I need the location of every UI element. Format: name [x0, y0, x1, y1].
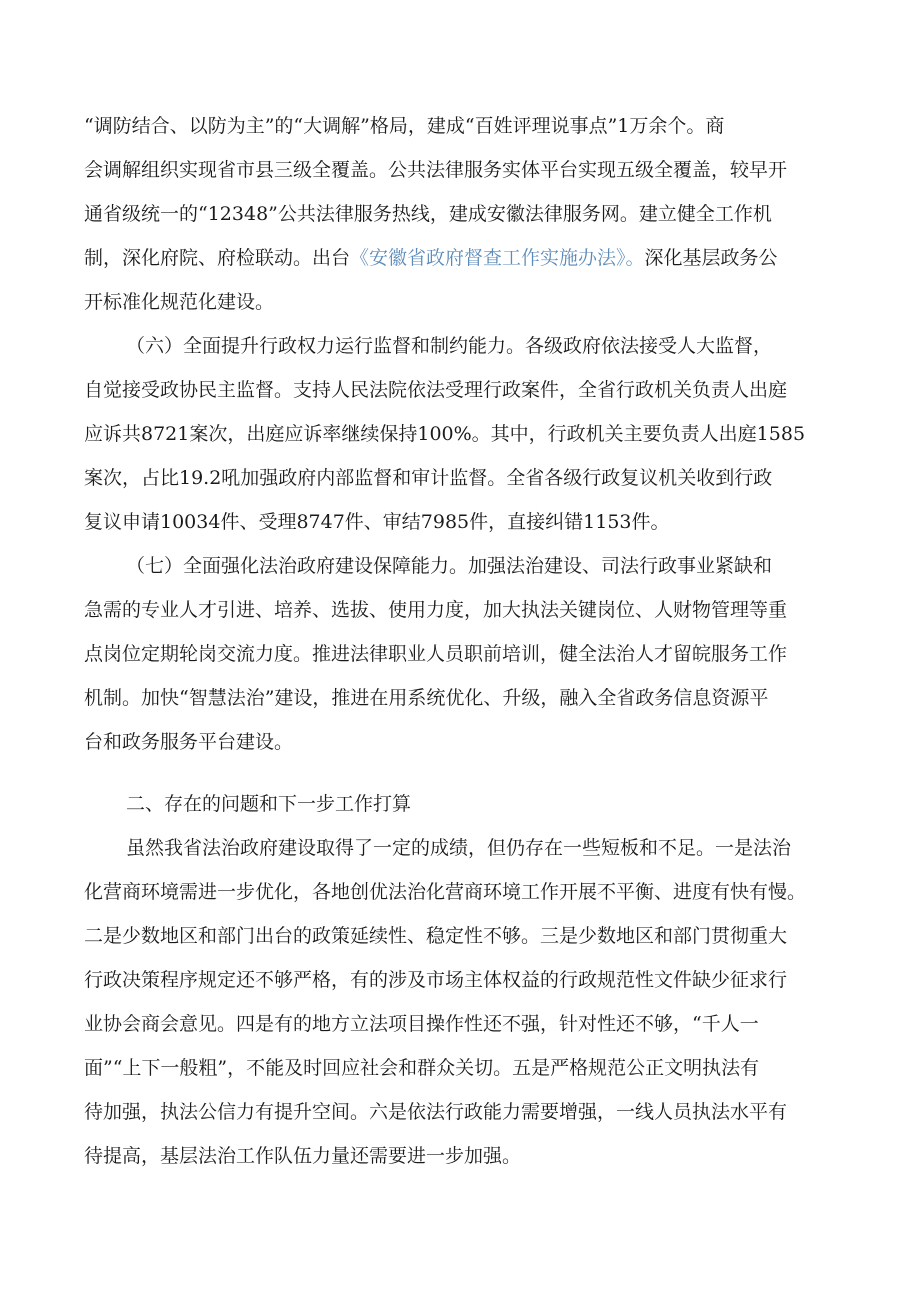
text-line: 案次，占比19.2吼加强政府内部监督和审计监督。全省各级行政复议机关收到行政 [84, 467, 773, 489]
text-line: 二是少数地区和部门出台的政策延续性、稳定性不够。三是少数地区和部门贯彻重大 [84, 925, 788, 947]
text-line: 开标准化规范化建设。 [84, 291, 275, 313]
paragraph-heading-six: （六）全面提升行政权力运行监督和制约能力。各级政府依法接受人大监督， [126, 335, 773, 357]
text-line: 自觉接受政协民主监督。支持人民法院依法受理行政案件，全省行政机关负责人出庭 [84, 379, 788, 401]
text-segment: 深化基层政务公 [644, 247, 778, 269]
regulation-link[interactable]: 《安徽省政府督查工作实施办法》。 [350, 247, 645, 269]
text-line: 面”“上下一般粗”，不能及时回应社会和群众关切。五是严格规范公正文明执法有 [84, 1057, 760, 1079]
text-line: 化营商环境需进一步优化，各地创优法治化营商环境工作开展不平衡、进度有快有慢。 [84, 881, 807, 903]
text-line: 通省级统一的“12348”公共法律服务热线，建成安徽法律服务网。建立健全工作机 [84, 203, 772, 225]
text-line: 应诉共8721案次，出庭应诉率继续保持100%。其中，行政机关主要负责人出庭1585 [84, 423, 806, 445]
text-line: 复议申请10034件、受理8747件、审结7985件，直接纠错1153件。 [84, 511, 670, 533]
text-line: 机制。加快“智慧法治”建设，推进在用系统优化、升级，融入全省政务信息资源平 [84, 687, 769, 709]
text-line: 虽然我省法治政府建设取得了一定的成绩，但仍存在一些短板和不足。一是法治 [126, 837, 792, 859]
text-line: 急需的专业人才引进、培养、选拔、使用力度，加大执法关键岗位、人财物管理等重 [84, 599, 788, 621]
section-heading: 二、存在的问题和下一步工作打算 [126, 793, 412, 815]
text-line: 业协会商会意见。四是有的地方立法项目操作性还不强，针对性还不够，“千人一 [84, 1013, 759, 1035]
text-line: 台和政务服务平台建设。 [84, 731, 294, 753]
text-line: 点岗位定期轮岗交流力度。推进法律职业人员职前培训，健全法治人才留皖服务工作 [84, 643, 788, 665]
text-line: 待加强，执法公信力有提升空间。六是依法行政能力需要增强，一线人员执法水平有 [84, 1101, 788, 1123]
paragraph-heading-seven: （七）全面强化法治政府建设保障能力。加强法治建设、司法行政事业紧缺和 [126, 555, 773, 577]
text-line: 待提高，基层法治工作队伍力量还需要进一步加强。 [84, 1145, 522, 1167]
text-line: 会调解组织实现省市县三级全覆盖。公共法律服务实体平台实现五级全覆盖，较早开 [84, 159, 788, 181]
text-line: 行政决策程序规定还不够严格，有的涉及市场主体权益的行政规范性文件缺少征求行 [84, 969, 788, 991]
text-line: “调防结合、以防为主”的“大调解”格局，建成“百姓评理说事点”1万余个。商 [84, 115, 725, 137]
text-line [84, 245, 778, 271]
text-segment: 制，深化府院、府检联动。出台 [84, 247, 351, 269]
